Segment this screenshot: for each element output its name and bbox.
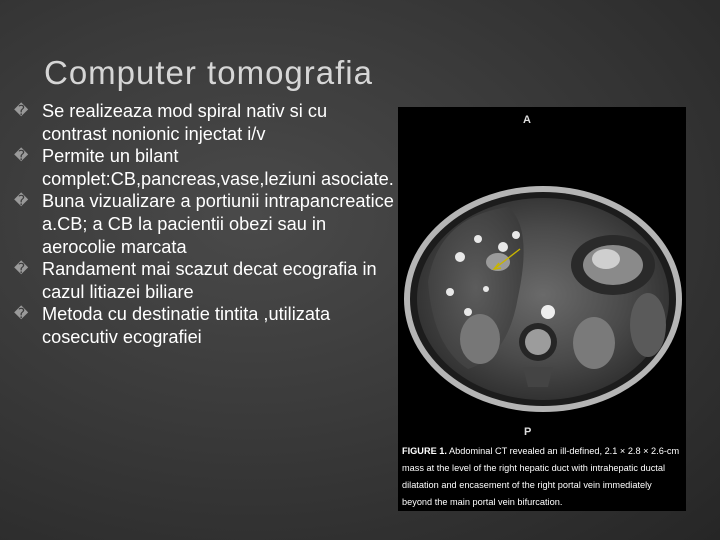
bullet-item	[14, 303, 394, 348]
orientation-label-posterior: P	[524, 426, 532, 438]
bullet-item	[14, 100, 394, 145]
slide-title: Computer tomografia	[44, 54, 373, 91]
ct-scan-image	[398, 107, 686, 439]
bullet-text: Buna vizualizare a portiunii intrapancreatice a.CB; a CB la pacientii obezi sau in aerocolie marcata	[42, 191, 394, 257]
box-bullet-icon: �	[14, 261, 29, 278]
box-bullet-icon: �	[14, 148, 29, 165]
box-bullet-icon: �	[14, 193, 29, 210]
caption-label: FIGURE 1.	[402, 446, 447, 456]
caption-text: Abdominal CT revealed an ill-defined, 2.1 × 2.8 × 2.6-cm mass at the level of the right hepatic duct with intrahepatic ductal dilatation and encasement of the right portal vein immediately beyond the main portal vein bifurcation.	[402, 446, 680, 507]
box-bullet-icon: �	[14, 306, 29, 323]
box-bullet-icon: �	[14, 103, 29, 119]
bullet-text: Randament mai scazut decat ecografia in cazul litiazei biliare	[42, 259, 377, 302]
bullet-item	[14, 258, 394, 303]
bullet-item	[14, 190, 394, 258]
bullet-item	[14, 145, 394, 190]
ct-figure	[398, 107, 686, 511]
bullet-text: Permite un bilant complet:CB,pancreas,vase,leziuni asociate.	[42, 146, 394, 189]
bullet-text: Metoda cu destinatie tintita ,utilizata cosecutiv ecografiei	[42, 304, 331, 347]
bullet-text: Se realizeaza mod spiral nativ si cu contrast nonionic injectat i/v	[42, 101, 328, 144]
bullet-list	[14, 100, 394, 349]
orientation-label-anterior: A	[523, 114, 531, 126]
figure-caption	[402, 443, 684, 511]
